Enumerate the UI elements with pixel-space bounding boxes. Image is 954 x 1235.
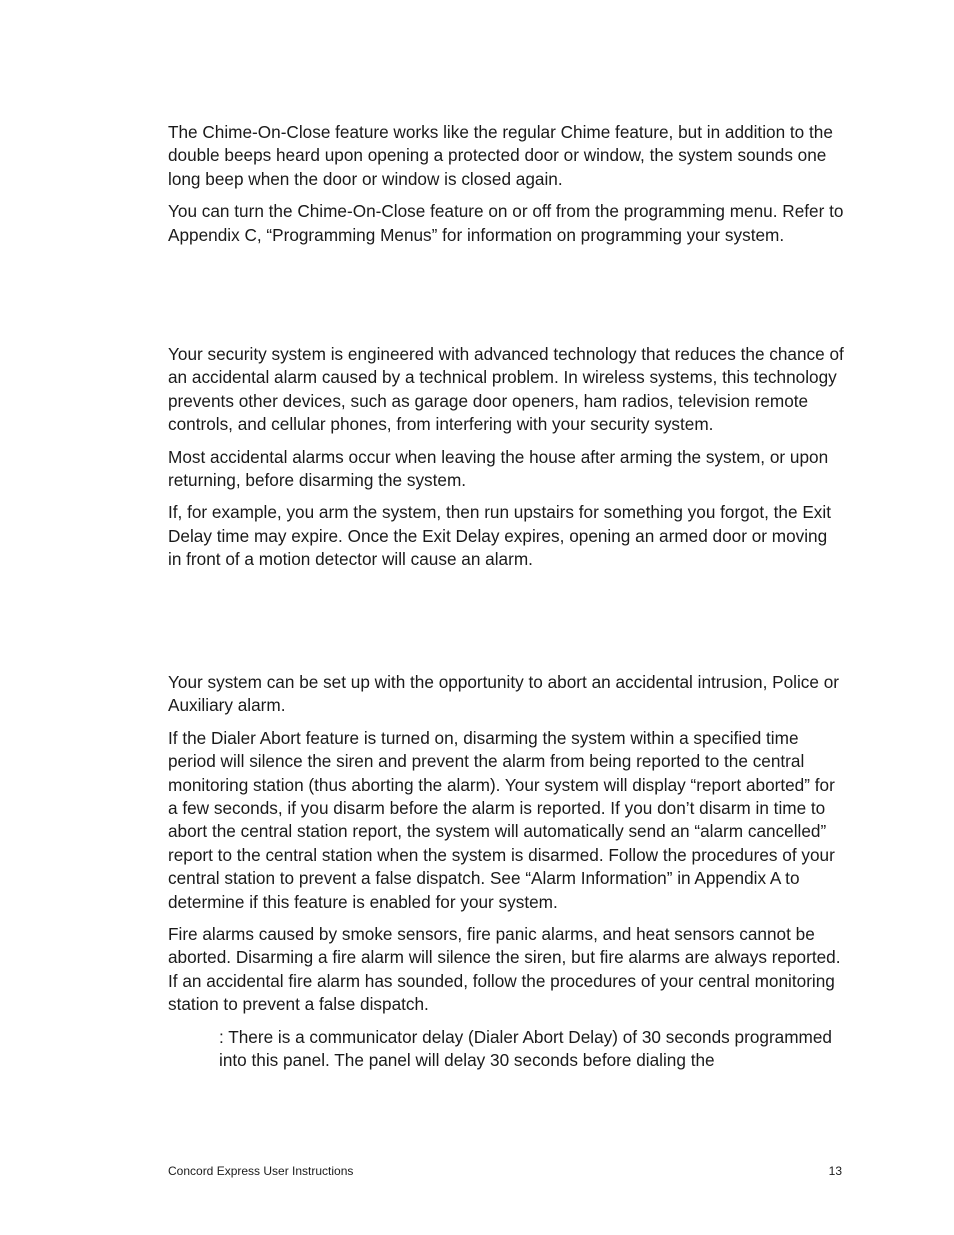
body-paragraph: If, for example, you arm the system, then run upstairs for something you forgot, the Exit Delay time may expire. Once the Exit Delay expires, opening an armed door or moving in front of a motion detector will cause an alarm.: [168, 502, 831, 570]
dialer-abort-section: [168, 671, 844, 1082]
body-paragraph: Your system can be set up with the opportunity to abort an accidental intrusion, Police or Auxiliary alarm.: [168, 672, 840, 716]
chime-on-close-section: [168, 121, 844, 256]
body-paragraph: Your security system is engineered with advanced technology that reduces the chance of an accidental alarm caused by a technical problem. In wireless systems, this technology prevents other devices, such as garage door openers, ham radios, television remote controls, and cellular phones, from interfering with your security system.: [168, 344, 844, 435]
body-paragraph: If the Dialer Abort feature is turned on, disarming the system within a specified time period will silence the siren and prevent the alarm from being reported to the central monitoring station (thus aborting the alarm). Your system will display “report aborted” for a few seconds, if you disarm before the alarm is reported. If you don’t disarm in time to abort the central station report, the system will automatically send an “alarm cancelled” report to the central station when the system is disarmed. Follow the procedures of your central station to prevent a false dispatch. See “Alarm Information” in Appendix A to determine if this feature is enabled for your system.: [168, 727, 835, 912]
page-number: 13: [828, 1164, 842, 1178]
accidental-alarms-section: [168, 343, 844, 581]
body-paragraph: You can turn the Chime-On-Close feature on or off from the programming menu. Refer to Appendix C, “Programming Menus” for information on programming your system.: [168, 201, 844, 245]
body-paragraph: Most accidental alarms occur when leaving the house after arming the system, or upon returning, before disarming the system.: [168, 446, 829, 491]
note-paragraph: : There is a communicator delay (Dialer Abort Delay) of 30 seconds programmed into this panel. The panel will delay 30 seconds before dialing the: [219, 1026, 832, 1071]
body-paragraph: Fire alarms caused by smoke sensors, fire panic alarms, and heat sensors cannot be aborted. Disarming a fire alarm will silence the siren, but fire alarms are always reported. If an accidental fire alarm has sounded, follow the procedures of your central monitoring station to prevent a false dispatch.: [168, 924, 841, 1015]
body-paragraph: The Chime-On-Close feature works like the regular Chime feature, but in addition to the double beeps heard upon opening a protected door or window, the system sounds one long beep when the door or window is closed again.: [168, 122, 833, 189]
footer-title: Concord Express User Instructions: [168, 1164, 354, 1178]
